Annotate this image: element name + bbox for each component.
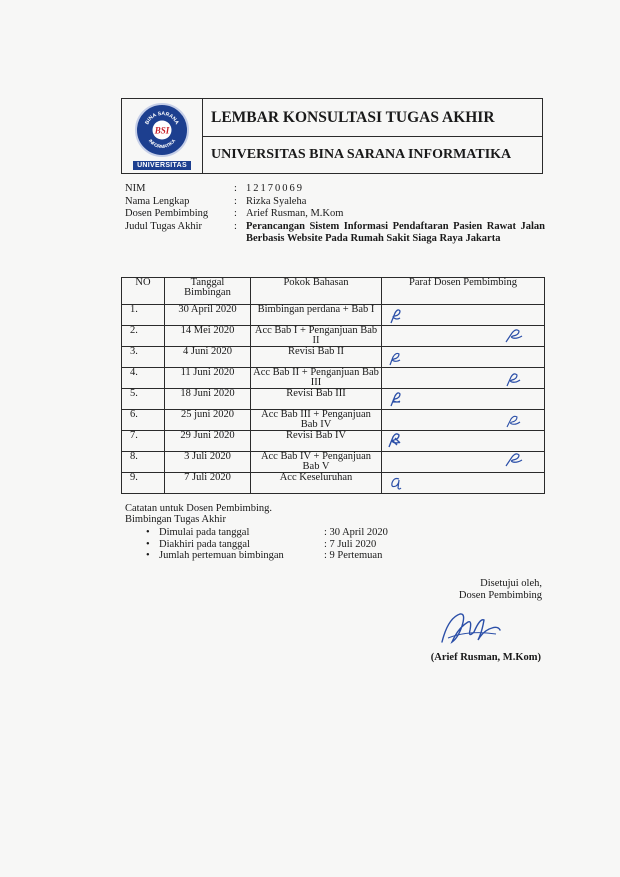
table-row: 4. 11 Juni 2020 Acc Bab II + Penganjuan Bab III xyxy=(122,368,545,389)
svg-text:BINA SARANA: BINA SARANA xyxy=(144,110,180,126)
initial-signature-icon xyxy=(504,452,524,468)
initial-signature-icon xyxy=(504,328,524,344)
paraf-cell xyxy=(382,410,545,431)
paraf-cell xyxy=(382,326,545,347)
paraf-cell xyxy=(382,452,545,473)
approval-block xyxy=(459,578,542,602)
header-no: NO xyxy=(122,278,165,305)
summary-list xyxy=(146,527,388,562)
initial-signature-icon xyxy=(388,307,404,325)
initial-signature-icon xyxy=(386,431,404,449)
info-row-nim: NIM : 12170069 xyxy=(125,183,545,196)
list-item: • Diakhiri pada tanggal : 7 Juli 2020 xyxy=(146,538,377,550)
initial-signature-icon xyxy=(388,390,404,408)
initial-signature-icon xyxy=(504,415,522,429)
table-header-row xyxy=(122,278,545,305)
info-row-supervisor: Dosen Pembimbing : Arief Rusman, M.Kom xyxy=(125,208,545,221)
notes-subheading: Bimbingan Tugas Akhir xyxy=(125,514,226,525)
signature-icon xyxy=(438,608,504,650)
supervisor-name: Arief Rusman, M.Kom xyxy=(246,208,344,219)
start-date: : 30 April 2020 xyxy=(324,527,388,538)
header-date: Tanggal Bimbingan xyxy=(165,278,251,305)
student-name: Rizka Syaleha xyxy=(246,195,307,207)
table-row: 6. 25 juni 2020 Acc Bab III + Penganjuan Bab IV xyxy=(122,410,545,431)
initial-signature-icon xyxy=(387,351,403,367)
header-topic: Pokok Bahasan xyxy=(251,278,382,305)
table-row: 8. 3 Juli 2020 Acc Bab IV + Penganjuan Bab V xyxy=(122,452,545,473)
paraf-cell xyxy=(382,431,545,452)
table-row: 2. 14 Mei 2020 Acc Bab I + Penganjuan Bab II xyxy=(122,326,545,347)
approved-by-label: Disetujui oleh, xyxy=(480,578,542,589)
university-name: UNIVERSITAS BINA SARANA INFORMATIKA xyxy=(211,147,512,162)
thesis-title: Perancangan Sistem Informasi Pendaftaran Pasien Rawat Jalan Berbasis Website Pada Rumah Sakit Siaga Raya Jakarta xyxy=(246,220,545,244)
nim-value: 12170069 xyxy=(246,183,304,194)
approver-role: Dosen Pembimbing xyxy=(458,590,542,601)
initial-signature-icon xyxy=(504,372,522,388)
document-title: LEMBAR KONSULTASI TUGAS AKHIR xyxy=(203,99,542,137)
bullet-icon: • xyxy=(146,538,150,550)
paraf-cell xyxy=(382,347,545,368)
table-row: 5. 18 Juni 2020 Revisi Bab III xyxy=(122,389,545,410)
university-logo xyxy=(122,99,203,173)
table-row: 9. 7 Juli 2020 Acc Keseluruhan xyxy=(122,473,545,494)
paraf-cell xyxy=(382,305,545,326)
document-header xyxy=(121,98,543,174)
paraf-cell xyxy=(382,368,545,389)
svg-text:INFORMATIKA: INFORMATIKA xyxy=(147,137,177,149)
header-paraf: Paraf Dosen Pembimbing xyxy=(382,278,545,305)
table-row: 7. 29 Juni 2020 Revisi Bab IV xyxy=(122,431,545,452)
end-date: : 7 Juli 2020 xyxy=(324,538,377,550)
paraf-cell xyxy=(382,473,545,494)
notes-heading: Catatan untuk Dosen Pembimbing. xyxy=(125,503,272,514)
list-item: • Jumlah pertemuan bimbingan : 9 Pertemuan xyxy=(146,550,383,561)
svg-text:BSI: BSI xyxy=(154,125,170,135)
student-info xyxy=(125,183,545,246)
info-row-thesis: Judul Tugas Akhir : Perancangan Sistem Informasi Pendaftaran Pasien Rawat Jalan Berbasis Website Pada Rumah Sakit Siaga Raya Jakarta xyxy=(125,220,545,244)
bullet-icon: • xyxy=(146,550,150,561)
supervisor-notes xyxy=(125,503,272,525)
list-item: • Dimulai pada tanggal : 30 April 2020 xyxy=(146,527,388,538)
meeting-count: : 9 Pertemuan xyxy=(324,550,383,561)
bullet-icon: • xyxy=(146,527,150,538)
table-row: 3. 4 Juni 2020 Revisi Bab II xyxy=(122,347,545,368)
logo-banner: UNIVERSITAS xyxy=(133,161,191,170)
info-row-name: Nama Lengkap : Rizka Syaleha xyxy=(125,196,545,209)
consultation-table xyxy=(121,277,545,494)
paraf-cell xyxy=(382,389,545,410)
logo-seal-icon xyxy=(135,103,189,157)
table-row: 1. 30 April 2020 Bimbingan perdana + Bab I xyxy=(122,305,545,326)
signer-name: (Arief Rusman, M.Kom) xyxy=(430,652,541,663)
initial-signature-icon xyxy=(388,475,404,491)
